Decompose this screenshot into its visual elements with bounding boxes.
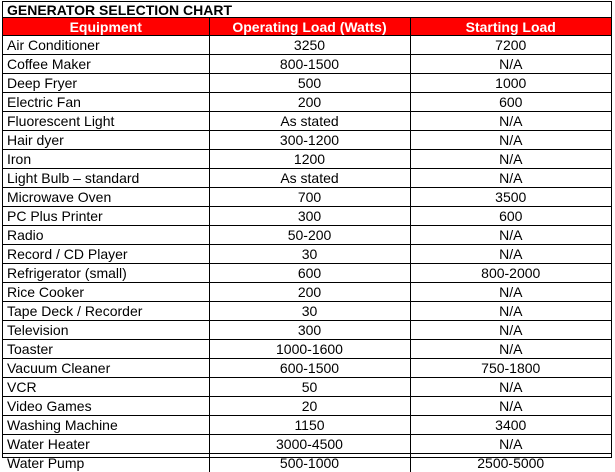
cell-operating-load: 300-1200 bbox=[209, 131, 410, 150]
cell-operating-load: As stated bbox=[209, 169, 410, 188]
cell-equipment: Light Bulb – standard bbox=[3, 169, 209, 188]
cell-operating-load: 600 bbox=[209, 264, 410, 283]
cell-starting-load: 2500-5000 bbox=[410, 454, 611, 472]
cell-operating-load: 300 bbox=[209, 321, 410, 340]
cell-operating-load: 3250 bbox=[209, 36, 410, 55]
generator-selection-chart bbox=[2, 1, 612, 458]
cell-operating-load: 1150 bbox=[209, 416, 410, 435]
cell-operating-load: 50 bbox=[209, 378, 410, 397]
cell-starting-load: N/A bbox=[410, 302, 611, 321]
chart-title: GENERATOR SELECTION CHART bbox=[3, 2, 611, 18]
cell-starting-load: 750-1800 bbox=[410, 359, 611, 378]
cell-starting-load: 800-2000 bbox=[410, 264, 611, 283]
cell-operating-load: 600-1500 bbox=[209, 359, 410, 378]
header-starting-load: Starting Load bbox=[410, 18, 611, 36]
header-row bbox=[3, 18, 611, 36]
cell-starting-load: N/A bbox=[410, 435, 611, 454]
cell-starting-load: N/A bbox=[410, 340, 611, 359]
cell-starting-load: N/A bbox=[410, 112, 611, 131]
table-body bbox=[3, 36, 611, 472]
generator-table bbox=[3, 18, 611, 472]
table-row bbox=[3, 188, 611, 207]
table-row bbox=[3, 416, 611, 435]
cell-equipment: Vacuum Cleaner bbox=[3, 359, 209, 378]
table-row bbox=[3, 378, 611, 397]
cell-operating-load: 50-200 bbox=[209, 226, 410, 245]
cell-starting-load: N/A bbox=[410, 226, 611, 245]
cell-equipment: Water Pump bbox=[3, 454, 209, 472]
cell-starting-load: 1000 bbox=[410, 74, 611, 93]
table-row bbox=[3, 131, 611, 150]
cell-starting-load: 600 bbox=[410, 93, 611, 112]
cell-equipment: Hair dyer bbox=[3, 131, 209, 150]
cell-starting-load: N/A bbox=[410, 378, 611, 397]
table-row bbox=[3, 359, 611, 378]
table-row bbox=[3, 340, 611, 359]
table-row bbox=[3, 454, 611, 472]
cell-equipment: Fluorescent Light bbox=[3, 112, 209, 131]
cell-equipment: Microwave Oven bbox=[3, 188, 209, 207]
cell-operating-load: 20 bbox=[209, 397, 410, 416]
cell-equipment: PC Plus Printer bbox=[3, 207, 209, 226]
cell-equipment: Refrigerator (small) bbox=[3, 264, 209, 283]
cell-equipment: Television bbox=[3, 321, 209, 340]
table-row bbox=[3, 245, 611, 264]
cell-operating-load: 700 bbox=[209, 188, 410, 207]
table-row bbox=[3, 321, 611, 340]
cell-starting-load: N/A bbox=[410, 150, 611, 169]
cell-starting-load: N/A bbox=[410, 169, 611, 188]
cell-operating-load: 1000-1600 bbox=[209, 340, 410, 359]
table-row bbox=[3, 36, 611, 55]
cell-operating-load: 1200 bbox=[209, 150, 410, 169]
cell-equipment: Video Games bbox=[3, 397, 209, 416]
cell-equipment: Water Heater bbox=[3, 435, 209, 454]
table-row bbox=[3, 112, 611, 131]
cell-starting-load: N/A bbox=[410, 131, 611, 150]
cell-equipment: Record / CD Player bbox=[3, 245, 209, 264]
table-row bbox=[3, 283, 611, 302]
cell-equipment: Tape Deck / Recorder bbox=[3, 302, 209, 321]
cell-equipment: Electric Fan bbox=[3, 93, 209, 112]
cell-equipment: Deep Fryer bbox=[3, 74, 209, 93]
table-row bbox=[3, 74, 611, 93]
cell-operating-load: 3000-4500 bbox=[209, 435, 410, 454]
header-equipment: Equipment bbox=[3, 18, 209, 36]
cell-equipment: Radio bbox=[3, 226, 209, 245]
cell-starting-load: N/A bbox=[410, 397, 611, 416]
cell-starting-load: N/A bbox=[410, 321, 611, 340]
cell-operating-load: 200 bbox=[209, 283, 410, 302]
table-row bbox=[3, 264, 611, 283]
cell-equipment: Air Conditioner bbox=[3, 36, 209, 55]
cell-operating-load: 200 bbox=[209, 93, 410, 112]
cell-starting-load: 3500 bbox=[410, 188, 611, 207]
cell-operating-load: 300 bbox=[209, 207, 410, 226]
cell-starting-load: N/A bbox=[410, 55, 611, 74]
table-row bbox=[3, 55, 611, 74]
cell-starting-load: 3400 bbox=[410, 416, 611, 435]
cell-operating-load: 30 bbox=[209, 302, 410, 321]
cell-starting-load: N/A bbox=[410, 245, 611, 264]
table-header bbox=[3, 18, 611, 36]
table-row bbox=[3, 150, 611, 169]
table-row bbox=[3, 169, 611, 188]
table-row bbox=[3, 226, 611, 245]
cell-equipment: Coffee Maker bbox=[3, 55, 209, 74]
table-row bbox=[3, 302, 611, 321]
cell-operating-load: 500 bbox=[209, 74, 410, 93]
cell-operating-load: 500-1000 bbox=[209, 454, 410, 472]
header-operating-load: Operating Load (Watts) bbox=[209, 18, 410, 36]
table-row bbox=[3, 207, 611, 226]
cell-equipment: VCR bbox=[3, 378, 209, 397]
table-row bbox=[3, 93, 611, 112]
cell-operating-load: 800-1500 bbox=[209, 55, 410, 74]
table-row bbox=[3, 397, 611, 416]
cell-starting-load: 7200 bbox=[410, 36, 611, 55]
cell-operating-load: As stated bbox=[209, 112, 410, 131]
cell-starting-load: 600 bbox=[410, 207, 611, 226]
cell-operating-load: 30 bbox=[209, 245, 410, 264]
cell-starting-load: N/A bbox=[410, 283, 611, 302]
cell-equipment: Toaster bbox=[3, 340, 209, 359]
cell-equipment: Washing Machine bbox=[3, 416, 209, 435]
cell-equipment: Iron bbox=[3, 150, 209, 169]
table-row bbox=[3, 435, 611, 454]
cell-equipment: Rice Cooker bbox=[3, 283, 209, 302]
